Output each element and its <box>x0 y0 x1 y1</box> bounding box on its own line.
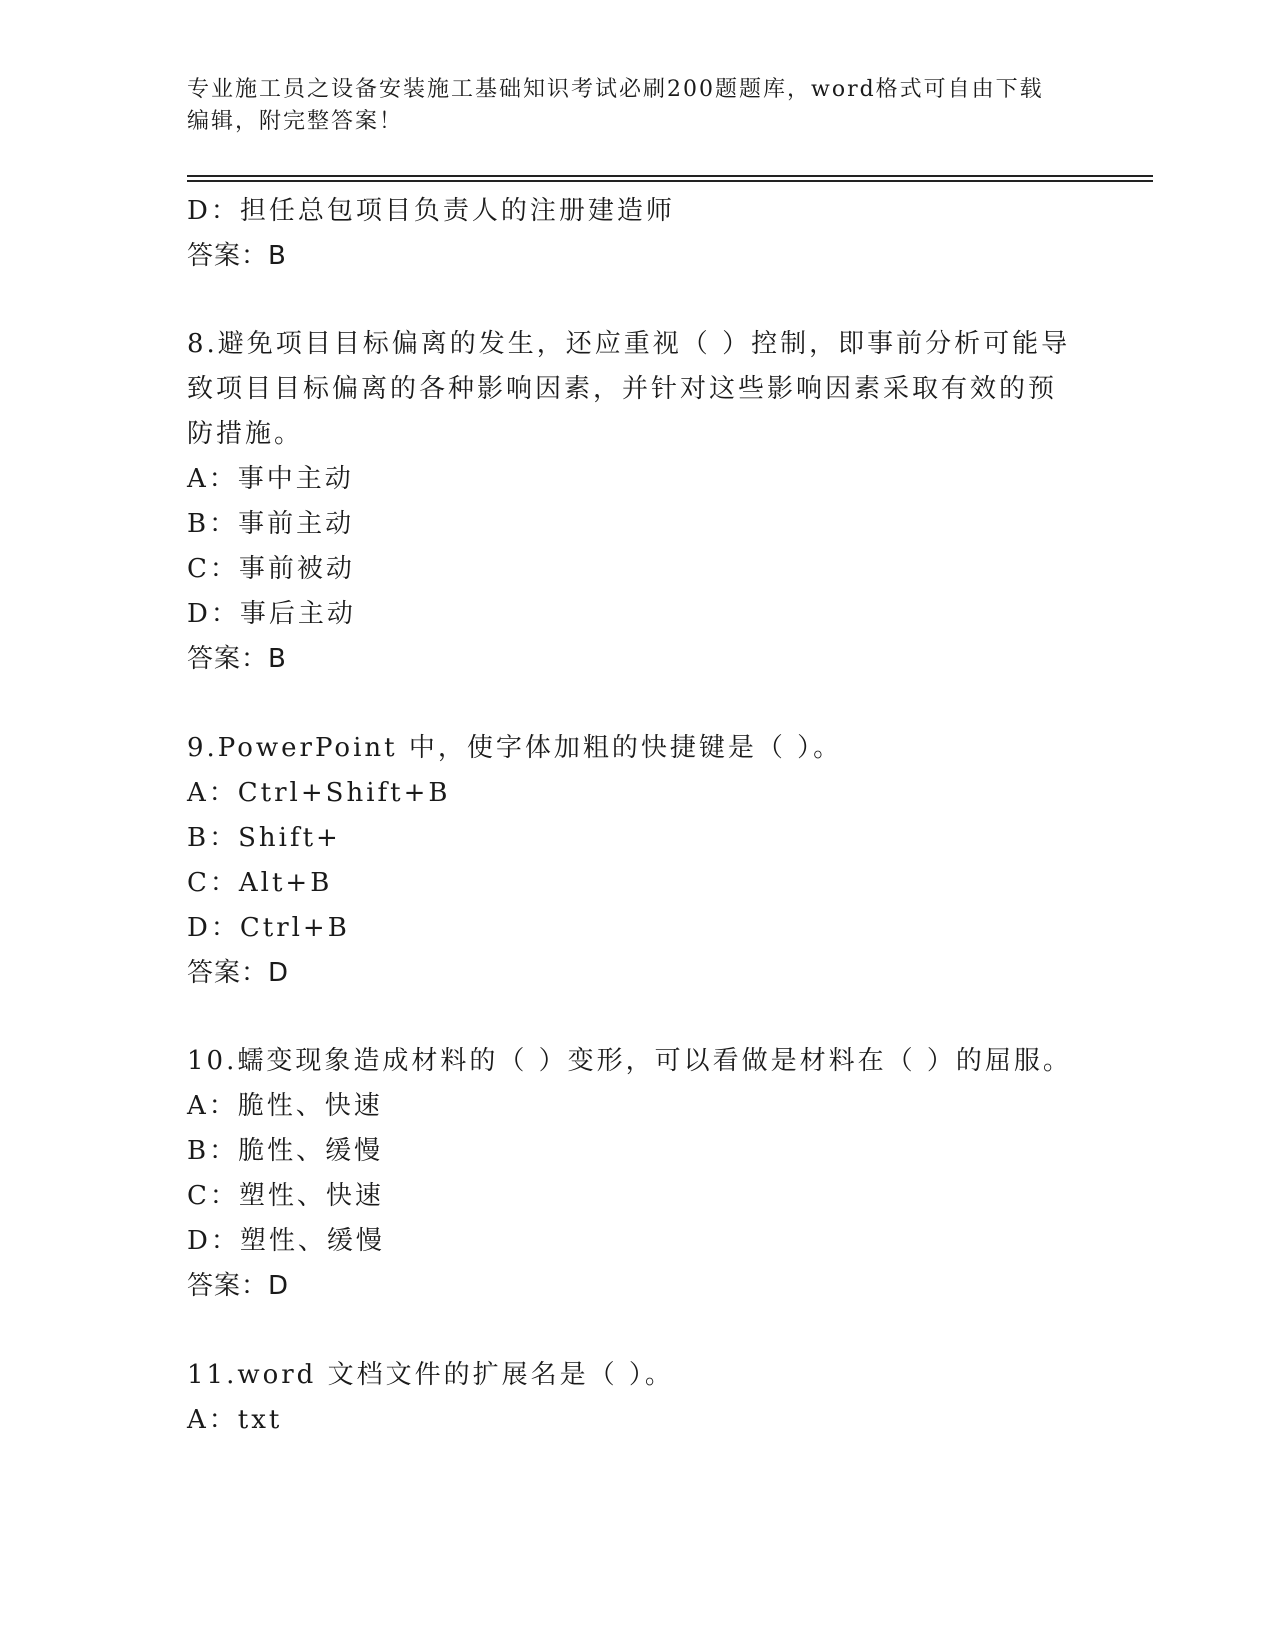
answer-line <box>187 955 288 991</box>
option-d: D：担任总包项目负责人的注册建造师 <box>187 196 675 226</box>
answer-value: D <box>268 1271 289 1301</box>
option-c: C：事前被动 <box>187 554 355 584</box>
question-stem-line: 防措施。 <box>187 419 304 449</box>
option-d: D：Ctrl+B <box>187 913 350 943</box>
answer-label: 答案： <box>187 1271 269 1301</box>
option-a: A：Ctrl+Shift+B <box>187 778 451 808</box>
option-d: D：塑性、缓慢 <box>187 1226 385 1256</box>
answer-value: B <box>268 644 286 674</box>
option-b: B：事前主动 <box>187 509 355 539</box>
option-a: A：事中主动 <box>187 464 354 494</box>
answer-line <box>187 641 286 677</box>
option-c: C：Alt+B <box>187 868 333 898</box>
answer-value: B <box>268 241 286 271</box>
answer-label: 答案： <box>187 958 269 988</box>
option-d: D：事后主动 <box>187 599 356 629</box>
option-c: C：塑性、快速 <box>187 1181 384 1211</box>
question-stem-line: 8.避免项目目标偏离的发生，还应重视（ ）控制，即事前分析可能导 <box>187 329 1071 359</box>
header-divider-top <box>187 175 1153 177</box>
answer-label: 答案： <box>187 644 269 674</box>
question-stem-line: 9.PowerPoint 中，使字体加粗的快捷键是（ ）。 <box>187 733 843 763</box>
answer-label: 答案： <box>187 241 269 271</box>
answer-line <box>187 238 286 274</box>
option-b: B：Shift+ <box>187 823 341 853</box>
option-a: A：txt <box>187 1405 283 1435</box>
answer-line <box>187 1268 288 1304</box>
answer-value: D <box>268 958 289 988</box>
option-b: B：脆性、缓慢 <box>187 1136 384 1166</box>
header-title-line-2: 编辑，附完整答案！ <box>187 109 404 134</box>
header-divider-bottom <box>187 180 1153 182</box>
question-stem-line: 致项目目标偏离的各种影响因素，并针对这些影响因素采取有效的预 <box>187 374 1058 404</box>
question-stem-line: 11.word 文档文件的扩展名是（ ）。 <box>187 1360 674 1390</box>
question-stem-line: 10.蠕变现象造成材料的（ ）变形，可以看做是材料在（ ）的屈服。 <box>187 1046 1072 1076</box>
option-a: A：脆性、快速 <box>187 1091 383 1121</box>
header-title-line-1: 专业施工员之设备安装施工基础知识考试必刷200题题库，word格式可自由下载 <box>187 77 1044 102</box>
